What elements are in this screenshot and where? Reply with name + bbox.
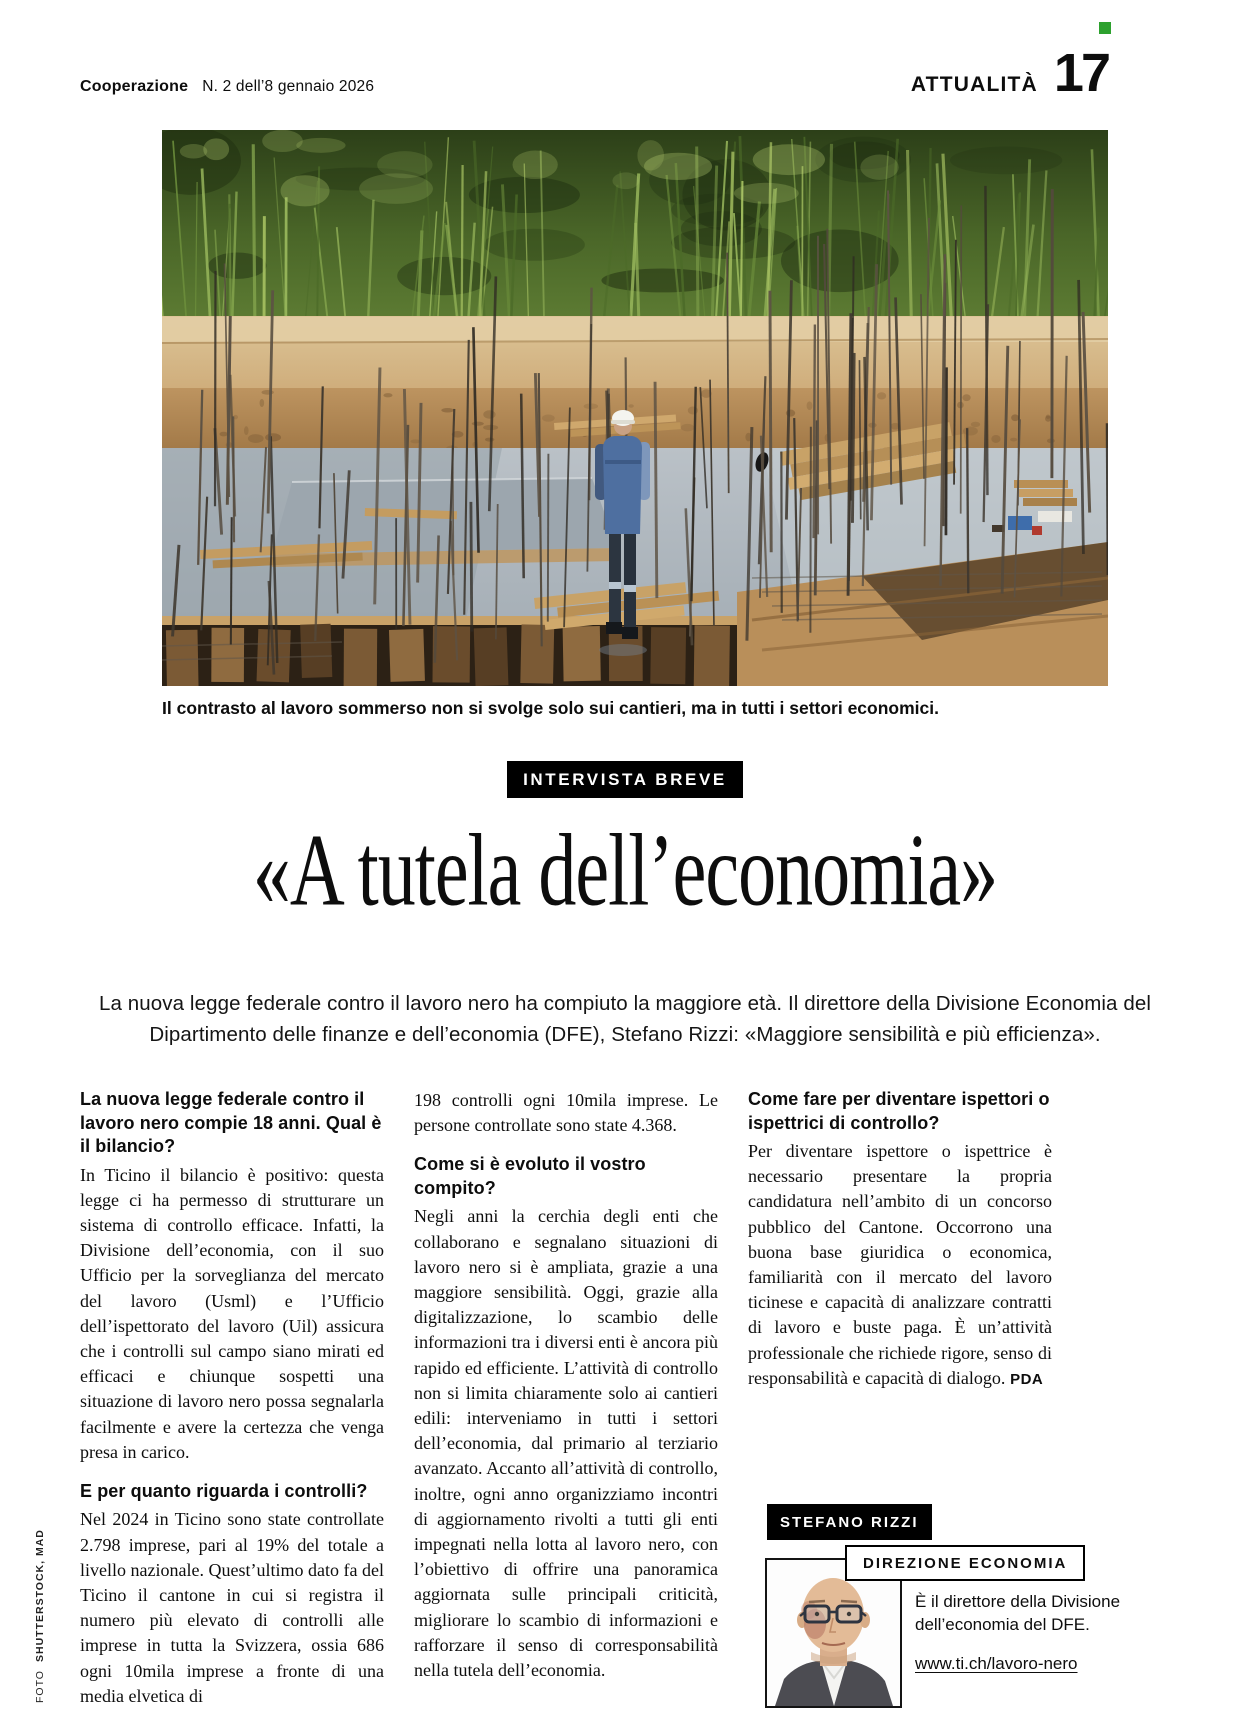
headline-row <box>0 813 1250 928</box>
photo-credit <box>34 1529 46 1703</box>
department-label: DIREZIONE ECONOMIA <box>845 1545 1085 1581</box>
interview-question: La nuova legge federale contro il lavoro nero compie 18 anni. Qual è il bilancio? <box>80 1089 382 1156</box>
article-column-2 <box>414 1088 718 1709</box>
issue-info: N. 2 dell’8 gennaio 2026 <box>202 78 375 95</box>
kicker-badge: INTERVISTA BREVE <box>507 761 743 798</box>
masthead-left <box>80 78 374 96</box>
page-number: 17 <box>1053 43 1108 103</box>
author-initials: PDA <box>1005 1370 1044 1388</box>
section-label: ATTUALITÀ <box>910 73 1038 96</box>
person-weblink[interactable]: www.ti.ch/lavoro-nero <box>915 1654 1078 1673</box>
kicker-row <box>0 761 1250 798</box>
masthead-right <box>910 43 1108 103</box>
construction-site-photo <box>162 130 1108 686</box>
interview-answer: Nel 2024 in Ticino sono state controllate 2.798 imprese, pari al 19% del totale a livello nazionale. Quest’ultimo dato fa del Ticino il cantone in cui si registra il numero più elevato di controlli alle imprese in tutta la Svizzera, ossia 686 ogni 10mila imprese a fronte di una media elvetica di <box>80 1509 384 1706</box>
interview-question: Come fare per diventare ispettori o ispettrici di controllo? <box>748 1089 1050 1133</box>
article-standfirst: La nuova legge federale contro il lavoro nero ha compiuto la maggiore età. Il direttore della Divisione Economia del Dipartimento delle finanze e dell’economia (DFE), Stefano Rizzi: «Maggiore sensibilità e più efficienza». <box>98 992 1151 1046</box>
publication-name: Cooperazione <box>80 78 189 95</box>
person-bio: È il direttore della Divisione dell’economia del DFE. <box>915 1592 1121 1634</box>
interview-answer: 198 controlli ogni 10mila imprese. Le persone controllate sono state 4.368. <box>414 1090 718 1136</box>
accent-square-marker <box>1099 22 1111 34</box>
article-column-1 <box>80 1088 384 1709</box>
interview-question: Come si è evoluto il vostro compito? <box>414 1154 646 1198</box>
page-header <box>80 43 1108 103</box>
interview-answer: In Ticino il bilancio è positivo: questa legge ci ha permesso di strutturare un sistema di controllo efficace. Infatti, la Divisione dell’economia, con il suo Ufficio per la sorveglianza del mercato del lavoro (Usml) e l’Ufficio dell’ispettorato del lavoro (Uil) assicura che i controlli sul campo siano mirati ed efficaci e chiunque sospetti una situazione di lavoro nero possa segnalarla facilmente e avere la certezza che venga presa in carico. <box>80 1164 384 1462</box>
interview-answer: Negli anni la cerchia degli enti che collaborano e segnalano situazioni di lavoro nero si è ampliata, grazie a una maggiore sensibilità. Oggi, grazie alla digitalizzazione, lo scambio delle informazioni tra i diversi enti è ancora più rapido ed efficiente. L’attività di controllo non si limita chiaramente solo ai cantieri edili: interveniamo in tutti i settori dell’economia, dal primario al terziario avanzato. Accanto all’attività di controllo, inoltre, ogni anno organizziamo incontri di aggiornamento rivolti a tutti gli enti impegnati nella lotta al lavoro nero, con l’obiettivo di offrire una panoramica aggiornata sulle principali criticità, migliorare lo scambio di informazioni e rafforzare il senso di corresponsabilità nella tutela dell’economia. <box>414 1206 718 1681</box>
interview-question: E per quanto riguarda i controlli? <box>80 1480 368 1501</box>
photo-credit-label: FOTO <box>34 1670 46 1703</box>
person-infobox <box>765 1502 1121 1714</box>
person-name-label: STEFANO RIZZI <box>767 1504 932 1540</box>
article-headline: «A tutela dell’economia» <box>252 813 998 928</box>
photo-caption: Il contrasto al lavoro sommerso non si svolge solo sui cantieri, ma in tutti i settori economici. <box>162 698 939 718</box>
interview-answer: Per diventare ispettore o ispettrice è necessario presentare la propria candidatura nell’ambito di un concorso pubblico del Cantone. Occorrono una buona base giuridica o economica, familiarità con il mercato del lavoro ticinese e capacità di analizzare contratti di lavoro e buste paga. È un’attività professionale che richiede rigore, senso di responsabilità e capacità di dialogo. PDA <box>748 1141 1052 1388</box>
photo-credit-value: SHUTTERSTOCK, MAD <box>34 1529 46 1663</box>
